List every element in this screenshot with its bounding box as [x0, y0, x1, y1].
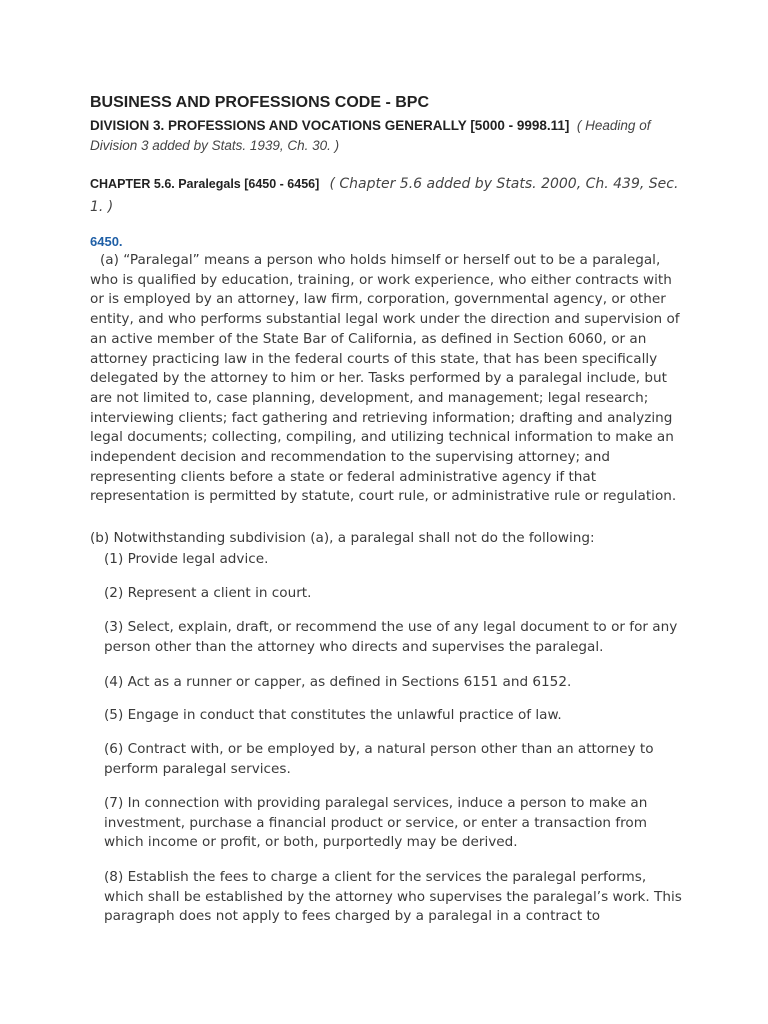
code-title: BUSINESS AND PROFESSIONS CODE - BPC [90, 94, 430, 111]
list-item-5: (5) Engage in conduct that constitutes the unlawful practice of law. [104, 707, 562, 723]
list-item-3: (3) Select, explain, draft, or recommend the use of any legal document to or for any person other than the attorney who directs and supervises the paralegal. [104, 619, 678, 655]
division-note: ( Heading of Division 3 added by Stats. 1939, Ch. 30. ) [90, 118, 651, 153]
list-item-7: (7) In connection with providing paralegal services, induce a person to make an investment, purchase a financial product or service, or enter a transaction from which income or profit, or both, purportedly may be derived. [104, 795, 648, 851]
paragraph-b: (b) Notwithstanding subdivision (a), a paralegal shall not do the following: [90, 530, 595, 546]
list-item-2: (2) Represent a client in court. [104, 585, 312, 601]
division-heading: DIVISION 3. PROFESSIONS AND VOCATIONS GENERALLY [5000 - 9998.11] [90, 118, 570, 133]
division-heading-block [90, 116, 680, 155]
list-item-8: (8) Establish the fees to charge a client for the services the paralegal performs, which shall be established by the attorney who supervises the paralegal’s work. This paragraph does not apply to fees charged by a paralegal in a contract to [104, 869, 682, 925]
section-number-link[interactable]: 6450. [90, 234, 123, 249]
chapter-heading: CHAPTER 5.6. Paralegals [6450 - 6456] [90, 177, 320, 191]
paragraph-a: (a) “Paralegal” means a person who holds himself or herself out to be a paralegal, who is qualified by education, training, or work experience, who either contracts with or is employed by an attorney, law firm, corporation, governmental agency, or other entity, and who performs substantial legal work under the direction and supervision of an active member of the State Bar of California, as defined in Section 6060, or an attorney practicing law in the federal courts of this state, that has been specifically delegated by the attorney to him or her. Tasks performed by a paralegal include, but are not limited to, case planning, development, and management; legal research; interviewing clients; fact gathering and retrieving information; drafting and analyzing legal documents; collecting, compiling, and utilizing technical information to make an independent decision and recommendation to the supervising attorney; and representing clients before a state or federal administrative agency if that representation is permitted by statute, court rule, or administrative rule or regulation. [90, 252, 680, 505]
list-item-6: (6) Contract with, or be employed by, a natural person other than an attorney to perform paralegal services. [104, 741, 654, 777]
list-item-1: (1) Provide legal advice. [104, 551, 269, 567]
chapter-heading-block [90, 172, 680, 218]
list-item-4: (4) Act as a runner or capper, as defined in Sections 6151 and 6152. [104, 674, 572, 690]
chapter-note: ( Chapter 5.6 added by Stats. 2000, Ch. 439, Sec. 1. ) [90, 176, 679, 215]
